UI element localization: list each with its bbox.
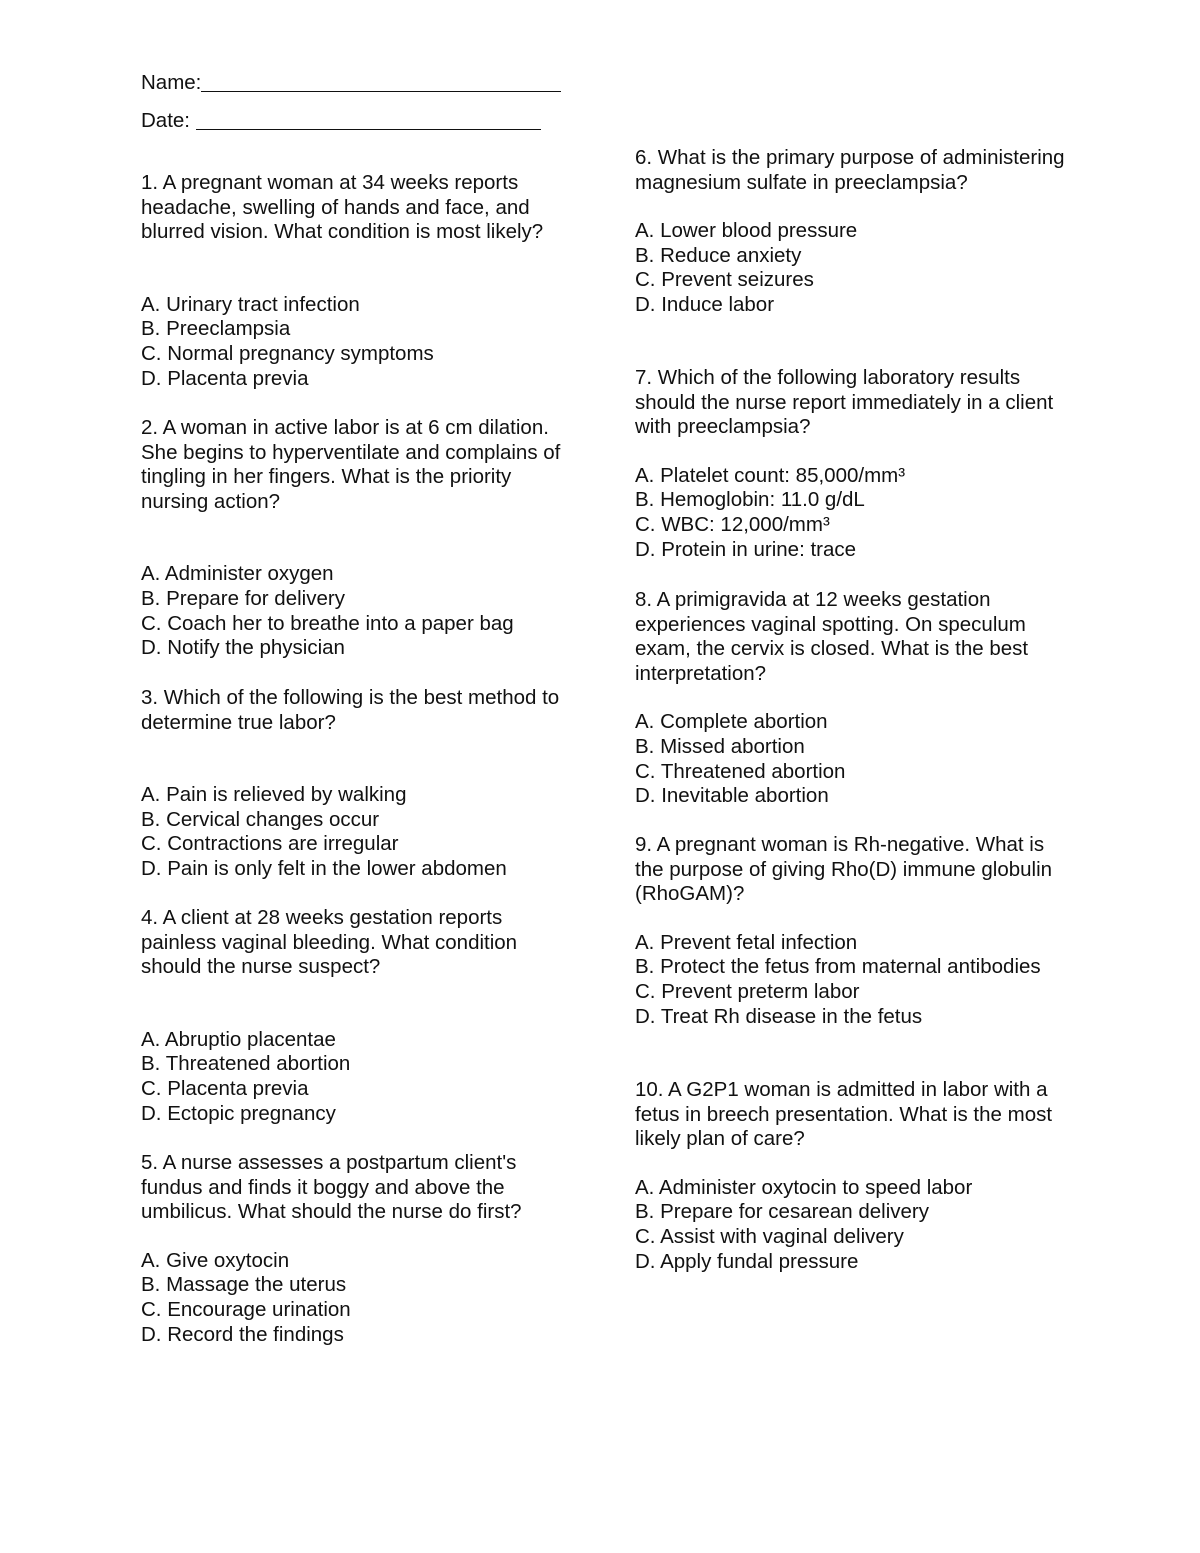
question-10-options <box>635 1176 1065 1274</box>
option: C. Placenta previa <box>141 1076 309 1100</box>
option: B. Prepare for cesarean delivery <box>635 1200 929 1224</box>
date-blank[interactable] <box>196 129 541 130</box>
question-1-options <box>141 293 571 391</box>
option: B. Hemoglobin: 11.0 g/dL <box>635 488 865 512</box>
question-1-text: 1. A pregnant woman at 34 weeks reports headache, swelling of hands and face, and blurred vision. What condition is most likely? <box>141 171 544 244</box>
option: A. Administer oxygen <box>141 562 334 586</box>
option: B. Protect the fetus from maternal antibodies <box>635 955 1041 979</box>
option: B. Reduce anxiety <box>635 243 802 267</box>
option: B. Threatened abortion <box>141 1052 351 1076</box>
option: D. Inevitable abortion <box>635 784 829 808</box>
question-1 <box>141 171 571 391</box>
option: B. Massage the uterus <box>141 1273 347 1297</box>
question-2-text: 2. A woman in active labor is at 6 cm dilation. She begins to hyperventilate and complains of tingling in her fingers. What is the priority nursing action? <box>141 416 561 513</box>
question-2-options <box>141 562 571 660</box>
question-3 <box>141 686 571 882</box>
option: D. Protein in urine: trace <box>635 537 857 561</box>
question-7 <box>635 366 1065 562</box>
question-10-text: 10. A G2P1 woman is admitted in labor with a fetus in breech presentation. What is the most likely plan of care? <box>635 1078 1053 1151</box>
question-5 <box>141 1151 571 1347</box>
question-7-options <box>635 464 1065 562</box>
option: A. Administer oxytocin to speed labor <box>635 1175 973 1199</box>
option: C. Contractions are irregular <box>141 832 399 856</box>
name-label: Name: <box>141 71 202 94</box>
name-line <box>141 70 561 96</box>
option: A. Give oxytocin <box>141 1248 290 1272</box>
option: D. Induce labor <box>635 292 775 316</box>
question-3-text: 3. Which of the following is the best method to determine true labor? <box>141 686 560 734</box>
question-6-text: 6. What is the primary purpose of administering magnesium sulfate in preeclampsia? <box>635 146 1065 194</box>
question-3-options <box>141 783 571 881</box>
option: C. Threatened abortion <box>635 759 846 783</box>
option: A. Pain is relieved by walking <box>141 783 407 807</box>
name-blank[interactable] <box>201 91 561 92</box>
option: C. Encourage urination <box>141 1297 351 1321</box>
question-8 <box>635 588 1065 809</box>
option: A. Lower blood pressure <box>635 219 858 243</box>
option: C. Prevent preterm labor <box>635 979 860 1003</box>
question-9-options <box>635 931 1065 1029</box>
option: C. WBC: 12,000/mm³ <box>635 512 830 536</box>
question-2 <box>141 416 571 661</box>
option: A. Complete abortion <box>635 710 828 734</box>
option: B. Cervical changes occur <box>141 807 380 831</box>
question-5-text: 5. A nurse assesses a postpartum client's fundus and finds it boggy and above the umbilicus. What should the nurse do first? <box>141 1151 522 1224</box>
option: D. Record the findings <box>141 1322 344 1346</box>
question-8-text: 8. A primigravida at 12 weeks gestation experiences vaginal spotting. On speculum exam, the cervix is closed. What is the best interpretation? <box>635 588 1029 685</box>
option: C. Assist with vaginal delivery <box>635 1224 904 1248</box>
option: D. Notify the physician <box>141 636 345 660</box>
question-9 <box>635 833 1065 1029</box>
option: A. Abruptio placentae <box>141 1027 336 1051</box>
question-7-text: 7. Which of the following laboratory results should the nurse report immediately in a client with preeclampsia? <box>635 366 1054 439</box>
question-4 <box>141 906 571 1126</box>
option: C. Normal pregnancy symptoms <box>141 341 434 365</box>
question-4-options <box>141 1028 571 1126</box>
date-line <box>141 108 541 134</box>
question-10 <box>635 1078 1065 1274</box>
question-9-text: 9. A pregnant woman is Rh-negative. What is the purpose of giving Rho(D) immune globulin (RhoGAM)? <box>635 833 1053 906</box>
option: B. Preeclampsia <box>141 317 291 341</box>
option: B. Missed abortion <box>635 734 805 758</box>
option: D. Ectopic pregnancy <box>141 1101 336 1125</box>
question-6 <box>635 146 1065 318</box>
question-4-text: 4. A client at 28 weeks gestation reports painless vaginal bleeding. What condition should the nurse suspect? <box>141 906 518 979</box>
option: D. Apply fundal pressure <box>635 1249 859 1273</box>
question-6-options <box>635 219 1065 317</box>
option: D. Placenta previa <box>141 366 309 390</box>
option: D. Treat Rh disease in the fetus <box>635 1004 923 1028</box>
date-label: Date: <box>141 109 196 132</box>
option: C. Prevent seizures <box>635 268 814 292</box>
option: A. Platelet count: 85,000/mm³ <box>635 463 906 487</box>
option: B. Prepare for delivery <box>141 586 345 610</box>
question-5-options <box>141 1249 571 1347</box>
question-8-options <box>635 710 1065 808</box>
option: D. Pain is only felt in the lower abdomen <box>141 856 507 880</box>
option: A. Prevent fetal infection <box>635 930 858 954</box>
option: C. Coach her to breathe into a paper bag <box>141 611 514 635</box>
option: A. Urinary tract infection <box>141 292 360 316</box>
